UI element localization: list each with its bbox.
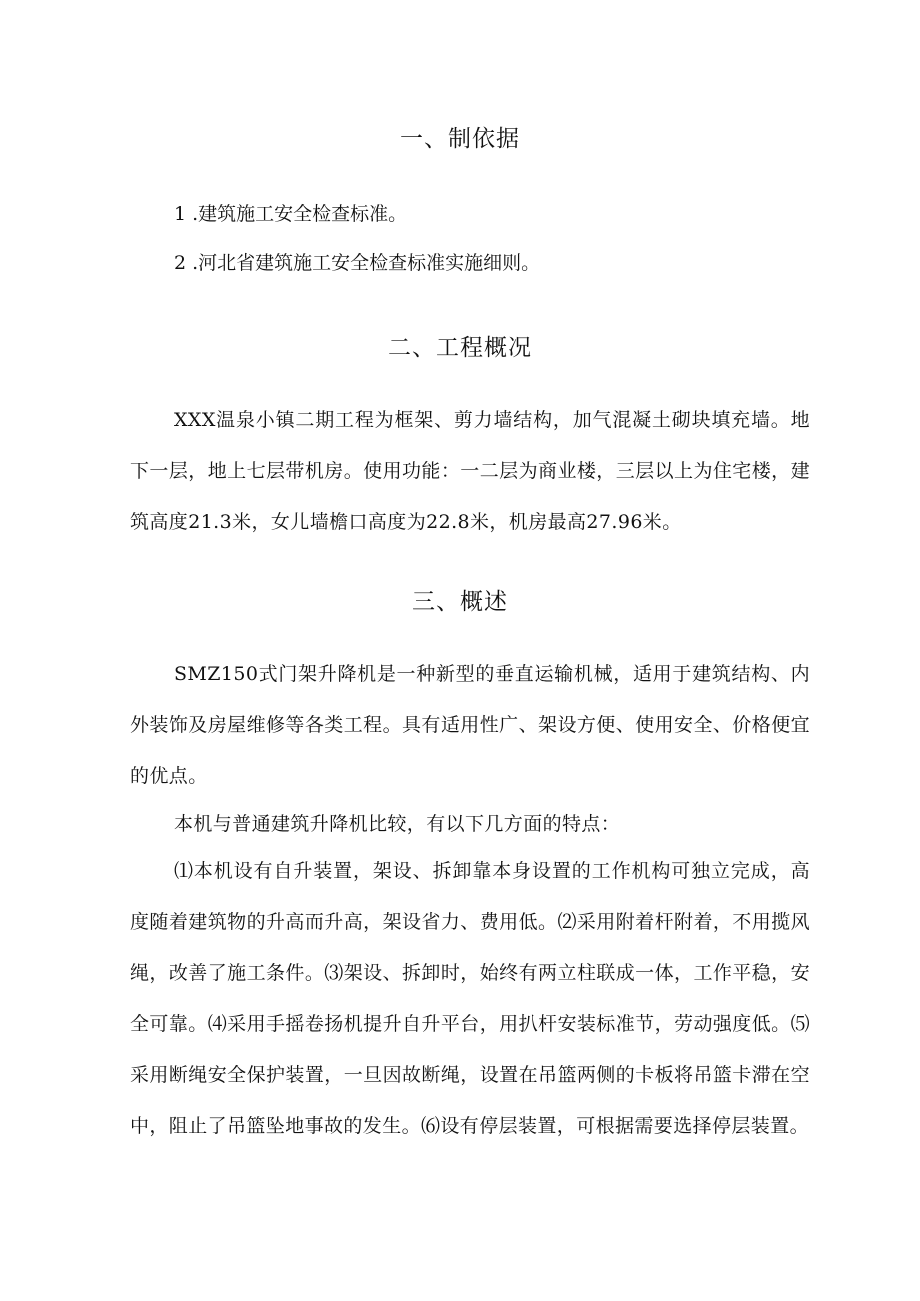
summary-paragraph-features-list: ⑴本机设有自升装置，架设、拆卸靠本身设置的工作机构可独立完成，高度随着建筑物的升高而升高，架设省力、费用低。⑵采用附着杆附着，不用揽风绳，改善了施工条件。⑶架设、拆卸时，始终有两立柱联成一体，工作平稳，安全可靠。⑷采用手摇卷扬机提升自升平台，用扒杆安装标准节，劳动强度低。⑸采用断绳安全保护装置，一旦因故断绳，设置在吊篮两侧的卡板将吊篮卡滞在空中，阻止了吊篮坠地事故的发生。⑹设有停层装置，可根据需要选择停层装置。 [130, 860, 810, 1137]
section-heading-basis: 一、制依据 [400, 126, 520, 152]
section-heading-summary: 三、概述 [412, 589, 508, 615]
section-heading-project-overview: 二、工程概况 [388, 335, 532, 361]
summary-paragraph-features-lead: 本机与普通建筑升降机比较，有以下几方面的特点： [174, 813, 621, 835]
basis-item-1: 1 .建筑施工安全检查标准。 [174, 203, 408, 225]
project-overview-paragraph: XXX温泉小镇二期工程为框架、剪力墙结构，加气混凝土砌块填充墙。地下一层，地上七层带机房。使用功能：一二层为商业楼，三层以上为住宅楼，建筑高度21.3米，女儿墙檐口高度为22.8米，机房最高27.96米。 [130, 409, 810, 533]
basis-item-2: 2 .河北省建筑施工安全检查标准实施细则。 [174, 252, 541, 274]
summary-paragraph-intro: SMZ150式门架升降机是一种新型的垂直运输机械，适用于建筑结构、内外装饰及房屋维修等各类工程。具有适用性广、架设方便、使用安全、价格便宜的优点。 [130, 663, 810, 787]
